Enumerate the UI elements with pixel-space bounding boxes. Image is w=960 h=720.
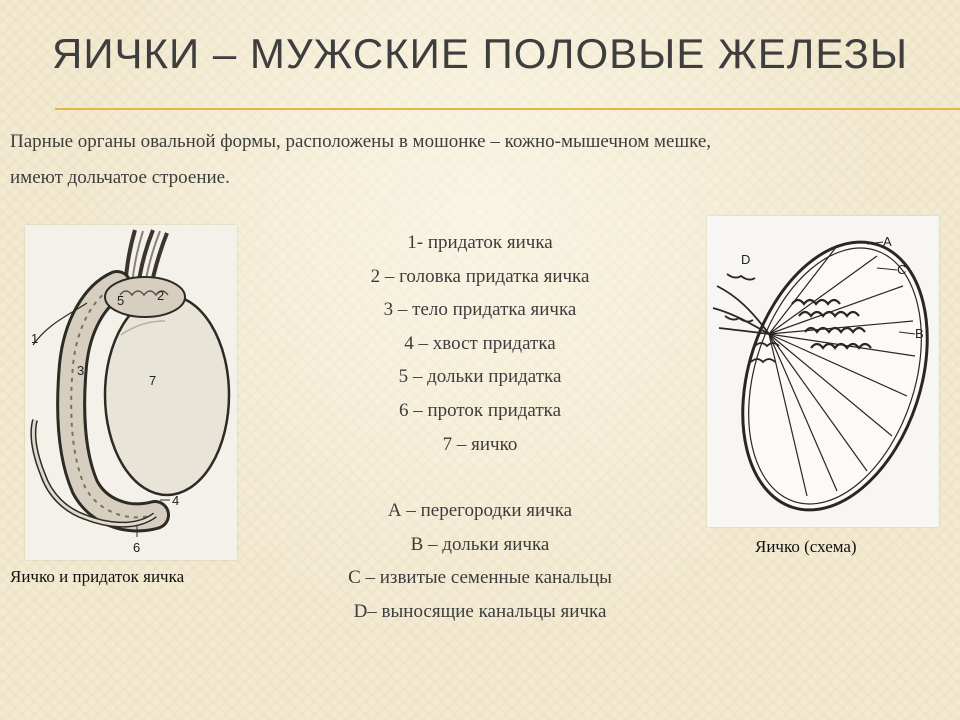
intro-line-1: Парные органы овальной формы, расположены в мошонке – кожно-мышечном мешке, bbox=[10, 131, 712, 152]
intro-paragraph bbox=[10, 124, 950, 196]
label-3: 3 bbox=[77, 363, 85, 378]
label-4: 4 bbox=[172, 493, 180, 508]
page-title: ЯИЧКИ – МУЖСКИЕ ПОЛОВЫЕ ЖЕЛЕЗЫ bbox=[52, 30, 908, 77]
left-figure-caption: Яичко и придаток яичка bbox=[10, 567, 185, 586]
intro-line-2: имеют дольчатое строение. bbox=[10, 167, 230, 188]
label-1: 1 bbox=[31, 331, 39, 346]
testis-scheme-illustration bbox=[707, 216, 939, 527]
legend-item-5: 5 – дольки придатка bbox=[398, 366, 562, 388]
legend bbox=[300, 226, 660, 629]
legend-item-4: 4 – хвост придатка bbox=[404, 332, 556, 354]
scheme-label-b: В bbox=[915, 326, 924, 341]
legend-item-6: 6 – проток придатка bbox=[398, 399, 562, 421]
legend-spacer bbox=[300, 461, 660, 494]
scheme-label-d: D bbox=[741, 252, 751, 267]
title-divider bbox=[55, 108, 960, 110]
right-figure-caption: Яичко (схема) bbox=[755, 537, 857, 556]
testis-scheme-drawing bbox=[707, 216, 939, 527]
scheme-label-c: С bbox=[897, 262, 907, 277]
legend-item-a: А – перегородки яичка bbox=[387, 500, 573, 522]
legend-item-7: 7 – яичко bbox=[442, 433, 518, 455]
legend-item-b: В – дольки яичка bbox=[410, 533, 550, 555]
legend-item-2: 2 – головка придатка яичка bbox=[370, 265, 590, 287]
label-5: 5 bbox=[117, 293, 125, 308]
legend-item-3: 3 – тело придатка яичка bbox=[383, 299, 577, 321]
testis-epididymis-illustration bbox=[25, 225, 237, 560]
label-2: 2 bbox=[157, 288, 165, 303]
testis-epididymis-drawing bbox=[25, 225, 237, 560]
label-6: 6 bbox=[133, 540, 141, 555]
scheme-label-a: А bbox=[883, 234, 892, 249]
legend-item-1: 1- придаток яичка bbox=[407, 232, 553, 253]
label-7: 7 bbox=[149, 373, 157, 388]
legend-item-d: D– выносящие канальцы яичка bbox=[353, 600, 607, 622]
legend-item-c: С – извитые семенные канальцы bbox=[348, 567, 612, 589]
